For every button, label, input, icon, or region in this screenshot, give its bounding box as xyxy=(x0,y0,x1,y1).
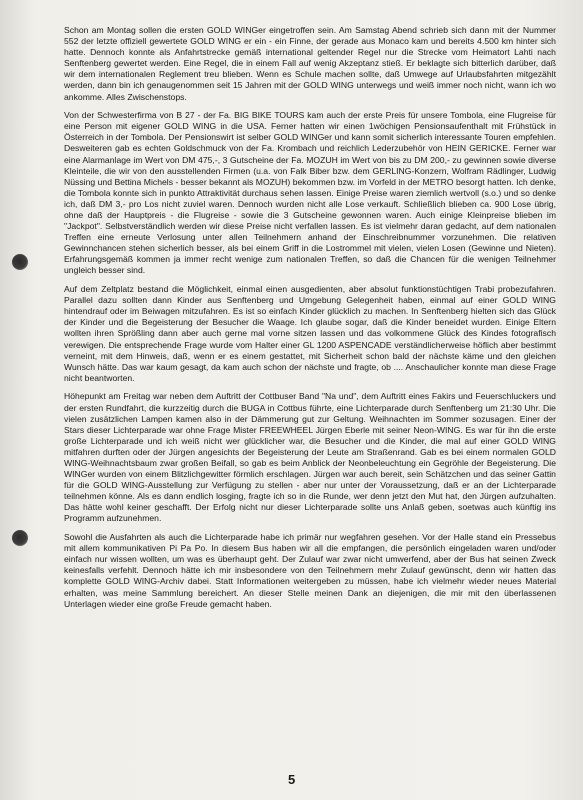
paragraph-press-bus: Sowohl die Ausfahrten als auch die Lichterparade habe ich primär nur wegfahren gesehen. Vor der Halle stand ein Pressebus mit allem kommunikativen Pi Pa Po. In diesem Bus haben wir all die empfangen, die persönlich eingeladen waren und/oder einfach nur wissen wollten, um was es überhaupt geht. Der Zulauf war zwar nicht umwerfend, aber der Bus hat seinen Zweck keinesfalls verfehlt. Dennoch hätte ich mir insbesondere von den Teilnehmern mehr Zulauf gewünscht, denn wir hatten das komplette GOLD WING-Archiv dabei. Statt Informationen weitergeben zu müssen, habe ich vielmehr wieder neues Material erhalten, was meine Sammlung bereichert. An dieser Stelle meinen Dank an diejenigen, die mir mit den überlassenen Unterlagen wieder eine große Freude gemacht haben. xyxy=(64,532,556,609)
paragraph-arrival: Schon am Montag sollen die ersten GOLD WINGer eingetroffen sein. Am Samstag Abend schrieb sich dann mit der Nummer 552 der letzte offiziell gewertete GOLD WING er ein - ein Finne, der gerade aus Monaco kam und bereits 4.500 km hinter sich hatte. Dennoch konnte als Anfahrtstrecke gemäß international geltender Regel nur die Strecke vom Heimatort Lahti nach Senftenberg gewertet werden. Eine Regel, die in einem Fall auf wenig Akzeptanz stieß. Er beklagte sich bitterlich darüber, daß wir dem internationalen Reglement treu blieben. Wenn es Schule machen sollte, daß Umwege auf Urlaubsfahrten mitgezählt werden, dann bin ich genaugenommen seit 15 Jahren mit der GOLD WING unterwegs und weiß immer noch nicht, wann ich wo ankomme. Alles Zwischenstops. xyxy=(64,25,556,102)
page-number: 5 xyxy=(288,772,296,787)
paragraph-tombola: Von der Schwesterfirma von B 27 - der Fa. BIG BIKE TOURS kam auch der erste Preis für unsere Tombola, eine Flugreise für eine Person mit eigener GOLD WING in die USA. Ferner hatten wir einen 1wöchigen Pensionsaufenthalt mit Frühstück in Österreich in der Tombola. Der Pensionswirt ist selber GOLD WINGer und kann somit sicherlich interessante Touren empfehlen. Desweiteren gab es echten Goldschmuck von der Fa. Krombach und reichlich Lederzubehör von HEIN GERICKE. Ferner war eine Alarmanlage im Wert von DM 475,-, 3 Gutscheine der Fa. MOZUH im Wert von bis zu DM 200,- zu gewinnen sowie diverse Kleinteile, die wir von den ausstellenden Firmen (u.a. von Falk Biber bzw. dem GERLING-Konzern, Wolfram Rädlinger, Ludwig Nüssing und Bettina Michels - besser bekannt als MOZUH) bekommen bzw. im Vorfeld in der METRO besorgt hatten. Ich denke, die Tombola konnte sich in punkto Attraktivität durchaus sehen lassen. Einige Preise waren ziemlich wertvoll (s.o.) und so denke ich, daß DM 3,- pro Los nicht zuviel waren. Dennoch wurden nicht alle Lose verkauft. Schließlich blieben ca. 900 Lose übrig, ohne daß der Hauptpreis - die Flugreise - sowie die 3 Gutscheine gewonnen waren. Auch einige Kleinpreise blieben im "Jackpot". Selbstverständlich werden wir diese Preise nicht verfallen lassen. Es ist vielmehr daran gedacht, auf dem nationalen Treffen eine erneute Verlosung unter allen Teilnehmern anhand der Einschreibnummer vorzunehmen. Die relativen Gewinnchancen stehen sicherlich besser, als bei einem Griff in die Lostrommel mit vielen, vielen Losen (Gewinne und Nieten). Erfahrungsgemäß kommen ja immer recht wenige zum nationalen Treffen, so daß die Chancen für die wenigen Teilnehmer ungleich besser sind. xyxy=(64,110,556,276)
paragraph-light-parade: Höhepunkt am Freitag war neben dem Auftritt der Cottbuser Band "Na und", dem Auftritt eines Fakirs und Feuerschluckers und der ersten Rundfahrt, die kurzzeitig durch die BUGA in Cottbus führte, eine Lichterparade durch Senftenberg um 21:30 Uhr. Die vielen zusätzlichen Lampen kamen also in der Dämmerung gut zur Geltung. Weihnachten im Sommer sozusagen. Einer der Stars dieser Lichterparade war ohne Frage Mister FREEWHEEL Jürgen Eberle mit seiner Neon-WING. Es war für ihn die erste große Lichterparade und ich weiß nicht wer glücklicher war, die Besucher und die Kinder, die mal auf einer GOLD WING mitfahren durften oder der Jürgen angesichts der Begeisterung der Leute am Straßenrand. Gab es bei einem normalen GOLD WING-Weihnachtsbaum zwar großen Beifall, so gab es beim Anblick der Neonbeleuchtung ein Gegröhle der Begeisterung. Die WINGer wurden von einem Blitzlichgewitter förmlich erschlagen. Jürgen war auch bereit, sein Schätzchen und das seiner Gattin für die GOLD WING-Ausstellung zur Verfügung zu stellen - aber nur unter der Voraussetzung, daß er an der Lichterparade teilnehmen könne. Als es dann endlich losging, fragte ich so in die Runde, wer denn jetzt den Mut hat, den Jürgen aufzuhalten. Das hätte wohl keiner geschafft. Der Erfolg nicht nur dieser Lichterparade sollte uns Anlaß geben, soetwas auch künftig ins Programm aufzunehmen. xyxy=(64,391,556,524)
paragraph-campsite: Auf dem Zeltplatz bestand die Möglichkeit, einmal einen ausgedienten, aber absolut funktionstüchtigen Trabi probezufahren. Parallel dazu sollten dann Kinder aus Senftenberg und Umgebung Gelegenheit haben, einmal auf einer GOLD WING hintendrauf oder im Beiwagen mitzufahren. Es ist so einfach Kinder glücklich zu machen. In Senftenberg hielten sich das Glück der Kinder und die Begeisterung der Besucher die Waage. Ich glaube sogar, daß die Kinder beneidet wurden. Einige Eltern wollten ihren Sprößling dann aber auch gerne mal vorne sitzen lassen und das volkommene Glück des Kindes fotografisch verewigen. Die entsprechende Frage wurde vom Halter einer GL 1200 ASPENCADE verständlicherweise höflich aber bestimmt verneint, mit dem Hinweis, daß, wenn er es einem gestattet, mit Sicherheit schon bald der nächste käme und den gleichen Wunsch hätte. Das war kaum gesagt, da kam auch schon der nächste und fragte, ob .... Anschaulicher konnte man diese Frage nicht beantworten. xyxy=(64,284,556,383)
punch-hole xyxy=(12,530,28,546)
punch-hole xyxy=(12,254,28,270)
article-body xyxy=(64,25,556,617)
